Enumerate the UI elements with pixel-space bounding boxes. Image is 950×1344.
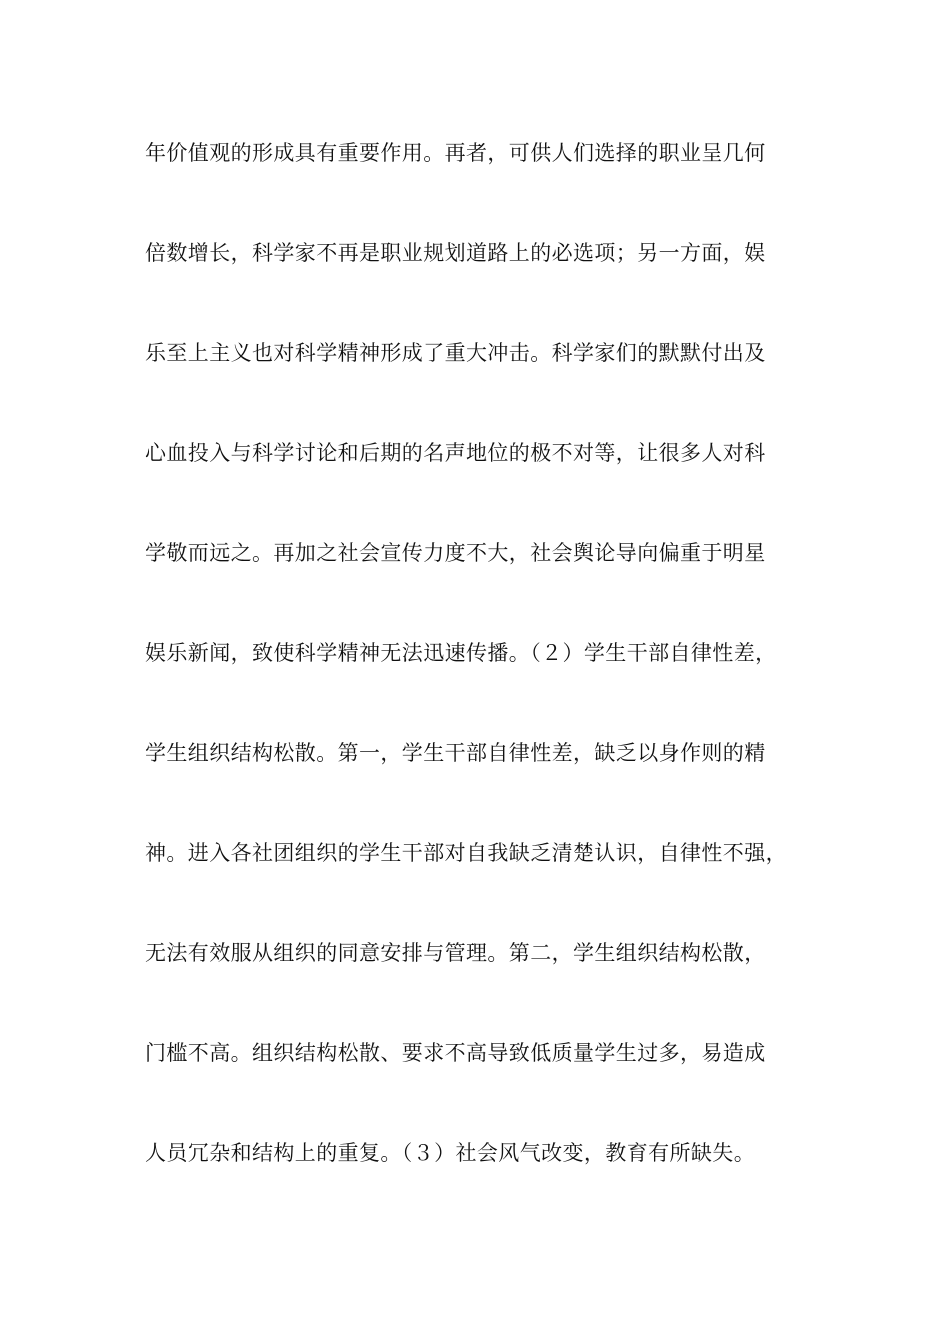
text-line: 神。进入各社团组织的学生干部对自我缺乏清楚认识，自律性不强， — [145, 841, 787, 865]
text-line: 人员冗杂和结构上的重复。（３）社会风气改变，教育有所缺失。 — [145, 1141, 756, 1165]
text-line: 心血投入与科学讨论和后期的名声地位的极不对等，让很多人对科 — [145, 441, 766, 465]
text-line: 年价值观的形成具有重要作用。再者，可供人们选择的职业呈几何 — [145, 141, 766, 165]
text-line: 学敬而远之。再加之社会宣传力度不大，社会舆论导向偏重于明星 — [145, 541, 766, 565]
text-line: 乐至上主义也对科学精神形成了重大冲击。科学家们的默默付出及 — [145, 341, 766, 365]
text-line: 学生组织结构松散。第一，学生干部自律性差，缺乏以身作则的精 — [145, 741, 766, 765]
text-line: 倍数增长，科学家不再是职业规划道路上的必选项；另一方面，娱 — [145, 241, 766, 265]
text-line: 娱乐新闻，致使科学精神无法迅速传播。（２）学生干部自律性差， — [145, 641, 777, 665]
text-line: 无法有效服从组织的同意安排与管理。第二，学生组织结构松散， — [145, 941, 766, 965]
body-text — [145, 133, 825, 1233]
text-line: 门槛不高。组织结构松散、要求不高导致低质量学生过多，易造成 — [145, 1041, 766, 1065]
